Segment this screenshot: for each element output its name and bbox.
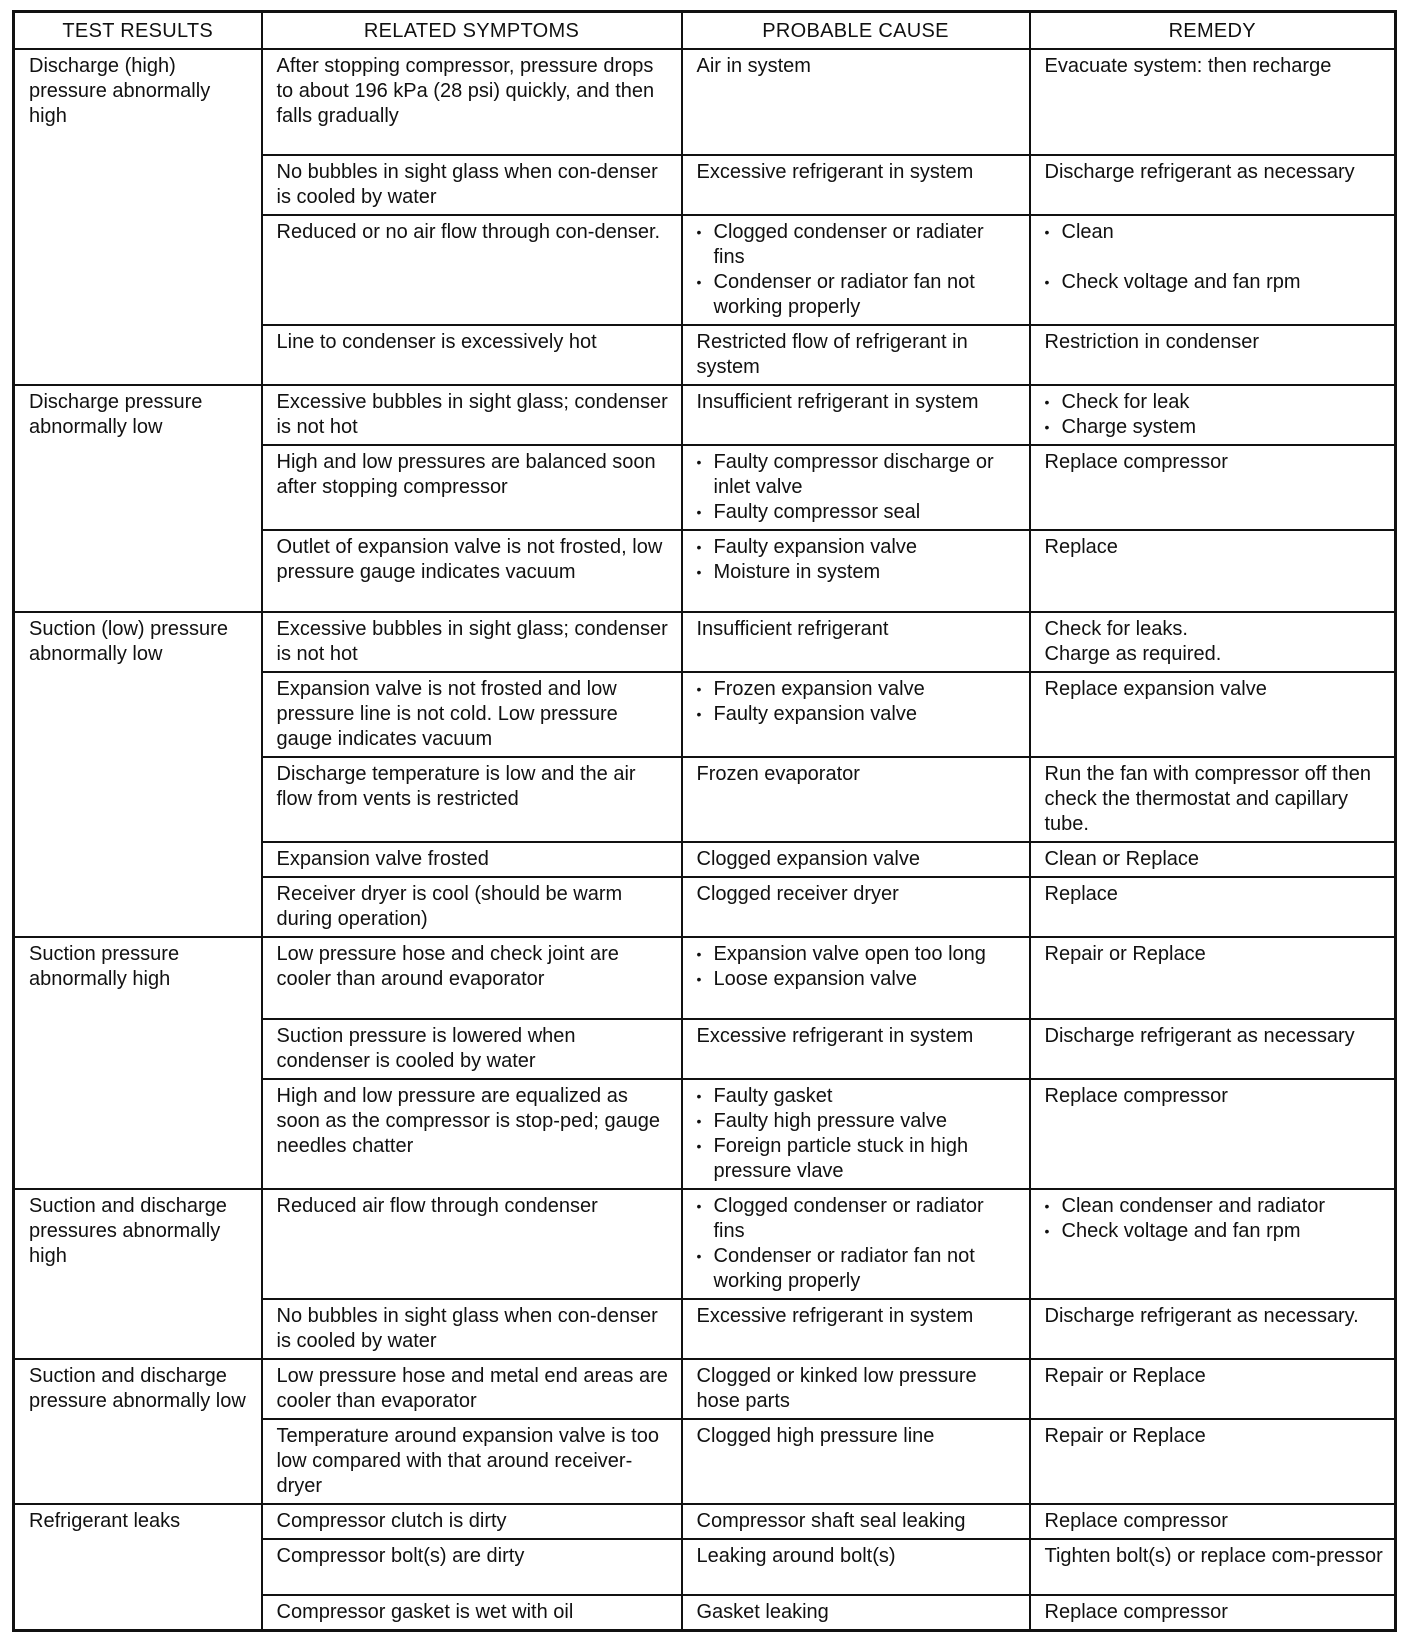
cause-line: Frozen evaporator: [696, 763, 860, 785]
cause-cell: [682, 445, 1030, 530]
cause-list: [697, 220, 1019, 320]
remedy-cell: [1030, 445, 1396, 530]
remedy-line: Discharge refrigerant as necessary: [1044, 1025, 1355, 1047]
symptom-cell: Excessive bubbles in sight glass; condenser is not hot: [262, 612, 682, 672]
symptom-cell: Discharge temperature is low and the air flow from vents is restricted: [262, 757, 682, 842]
cause-item: • Loose expansion valve: [697, 967, 1019, 992]
remedy-line: Replace compressor: [1044, 1510, 1228, 1532]
troubleshooting-table: [12, 10, 1397, 1632]
cause-cell: [682, 937, 1030, 1019]
remedy-cell: [1030, 530, 1396, 612]
cause-list: [697, 535, 1019, 585]
cause-line: Insufficient refrigerant in system: [696, 391, 979, 413]
remedy-cell: [1030, 1539, 1396, 1595]
remedy-line: Replace compressor: [1044, 1601, 1228, 1623]
remedy-line: Replace compressor: [1044, 1085, 1228, 1107]
remedy-cell: [1030, 1299, 1396, 1359]
symptom-cell: No bubbles in sight glass when con-denser is cooled by water: [262, 155, 682, 215]
header-remedy: REMEDY: [1030, 12, 1396, 50]
cause-cell: [682, 49, 1030, 155]
cause-cell: [682, 530, 1030, 612]
remedy-item: • Check voltage and fan rpm: [1045, 270, 1385, 295]
cause-cell: [682, 385, 1030, 445]
symptom-cell: Line to condenser is excessively hot: [262, 325, 682, 385]
table-row: [14, 1359, 1396, 1419]
table-body: [14, 49, 1396, 1631]
cause-line: Air in system: [696, 55, 811, 77]
cause-item: • Faulty high pressure valve: [697, 1109, 1019, 1134]
remedy-item: • Clean: [1045, 220, 1385, 245]
remedy-line: Replace: [1044, 883, 1118, 905]
cause-list: [697, 677, 1019, 727]
remedy-cell: [1030, 1359, 1396, 1419]
cause-list: [697, 1084, 1019, 1184]
remedy-cell: [1030, 1595, 1396, 1631]
remedy-cell: [1030, 215, 1396, 325]
symptom-cell: Low pressure hose and check joint are cooler than around evaporator: [262, 937, 682, 1019]
cause-line: Excessive refrigerant in system: [696, 161, 974, 183]
remedy-line: Restriction in condenser: [1044, 331, 1260, 353]
remedy-line: Repair or Replace: [1044, 1365, 1206, 1387]
cause-cell: [682, 1419, 1030, 1504]
symptom-cell: Outlet of expansion valve is not frosted, low pressure gauge indicates vacuum: [262, 530, 682, 612]
cause-line: Compressor shaft seal leaking: [696, 1510, 966, 1532]
remedy-cell: [1030, 1079, 1396, 1189]
cause-line: Insufficient refrigerant: [696, 618, 889, 640]
cause-item: • Faulty gasket: [697, 1084, 1019, 1109]
symptom-cell: Compressor clutch is dirty: [262, 1504, 682, 1539]
cause-cell: [682, 672, 1030, 757]
remedy-cell: [1030, 155, 1396, 215]
test-result-cell: Suction (low) pressure abnormally low: [14, 612, 262, 937]
remedy-line: Run the fan with compressor off then check the thermostat and capillary tube.: [1044, 763, 1371, 835]
test-result-cell: Suction and discharge pressure abnormally low: [14, 1359, 262, 1504]
cause-line: Leaking around bolt(s): [696, 1545, 896, 1567]
symptom-cell: Temperature around expansion valve is too low compared with that around receiver-dryer: [262, 1419, 682, 1504]
remedy-item: • Charge system: [1045, 415, 1385, 440]
remedy-line: Check for leaks.: [1044, 618, 1188, 640]
symptom-cell: Expansion valve is not frosted and low pressure line is not cold. Low pressure gauge indicates vacuum: [262, 672, 682, 757]
remedy-cell: [1030, 757, 1396, 842]
symptom-cell: Compressor bolt(s) are dirty: [262, 1539, 682, 1595]
cause-cell: [682, 877, 1030, 937]
test-result-cell: Suction and discharge pressures abnormally high: [14, 1189, 262, 1359]
symptom-cell: No bubbles in sight glass when con-denser is cooled by water: [262, 1299, 682, 1359]
remedy-cell: [1030, 385, 1396, 445]
cause-line: Clogged expansion valve: [696, 848, 920, 870]
cause-list: [697, 942, 1019, 992]
cause-cell: [682, 325, 1030, 385]
remedy-item: • Check for leak: [1045, 390, 1385, 415]
remedy-line: Replace expansion valve: [1044, 678, 1267, 700]
remedy-line: Repair or Replace: [1044, 943, 1206, 965]
cause-item: • Faulty compressor seal: [697, 500, 1019, 525]
remedy-line: Discharge refrigerant as necessary.: [1044, 1305, 1359, 1327]
remedy-line: Clean or Replace: [1044, 848, 1200, 870]
cause-line: Gasket leaking: [696, 1601, 829, 1623]
cause-list: [697, 1194, 1019, 1294]
symptom-cell: Reduced air flow through condenser: [262, 1189, 682, 1299]
remedy-cell: [1030, 1504, 1396, 1539]
remedy-line: Repair or Replace: [1044, 1425, 1206, 1447]
test-result-cell: Discharge pressure abnormally low: [14, 385, 262, 612]
cause-item: • Foreign particle stuck in high pressure vlave: [697, 1134, 1019, 1184]
symptom-cell: Compressor gasket is wet with oil: [262, 1595, 682, 1631]
remedy-line: Evacuate system: then recharge: [1044, 55, 1332, 77]
symptom-cell: High and low pressures are balanced soon after stopping compressor: [262, 445, 682, 530]
header-probable-cause: PROBABLE CAUSE: [682, 12, 1030, 50]
cause-line: Excessive refrigerant in system: [696, 1025, 974, 1047]
symptom-cell: High and low pressure are equalized as soon as the compressor is stop-ped; gauge needles chatter: [262, 1079, 682, 1189]
symptom-cell: Receiver dryer is cool (should be warm during operation): [262, 877, 682, 937]
header-test-results: TEST RESULTS: [14, 12, 262, 50]
table-row: [14, 1504, 1396, 1539]
symptom-cell: Reduced or no air flow through con-denser.: [262, 215, 682, 325]
cause-cell: [682, 1299, 1030, 1359]
cause-cell: [682, 842, 1030, 877]
cause-cell: [682, 1079, 1030, 1189]
symptom-cell: Expansion valve frosted: [262, 842, 682, 877]
cause-item: • Clogged condenser or radiator fins: [697, 1194, 1019, 1244]
cause-item: • Clogged condenser or radiater fins: [697, 220, 1019, 270]
cause-item: • Faulty expansion valve: [697, 535, 1019, 560]
remedy-line: Tighten bolt(s) or replace com-pressor: [1044, 1545, 1383, 1567]
remedy-cell: [1030, 877, 1396, 937]
remedy-cell: [1030, 1189, 1396, 1299]
symptom-cell: Suction pressure is lowered when condenser is cooled by water: [262, 1019, 682, 1079]
table-row: [14, 1189, 1396, 1299]
cause-item: • Condenser or radiator fan not working properly: [697, 1244, 1019, 1294]
symptom-cell: Excessive bubbles in sight glass; condenser is not hot: [262, 385, 682, 445]
remedy-cell: [1030, 672, 1396, 757]
cause-cell: [682, 1019, 1030, 1079]
remedy-cell: [1030, 842, 1396, 877]
cause-cell: [682, 612, 1030, 672]
remedy-line: Discharge refrigerant as necessary: [1044, 161, 1355, 183]
cause-item: • Faulty compressor discharge or inlet valve: [697, 450, 1019, 500]
cause-item: • Condenser or radiator fan not working properly: [697, 270, 1019, 320]
cause-line: Restricted flow of refrigerant in system: [696, 331, 968, 378]
remedy-item: • Clean condenser and radiator: [1045, 1194, 1385, 1219]
cause-item: • Frozen expansion valve: [697, 677, 1019, 702]
remedy-list: [1045, 1194, 1385, 1244]
cause-cell: [682, 1359, 1030, 1419]
remedy-cell: [1030, 49, 1396, 155]
remedy-cell: [1030, 1019, 1396, 1079]
remedy-line: Charge as required.: [1044, 643, 1222, 665]
cause-cell: [682, 215, 1030, 325]
cause-list: [697, 450, 1019, 525]
cause-line: Clogged or kinked low pressure hose parts: [696, 1365, 977, 1412]
cause-cell: [682, 155, 1030, 215]
troubleshooting-sheet: [12, 10, 1394, 1632]
test-result-cell: Refrigerant leaks: [14, 1504, 262, 1631]
test-result-cell: Discharge (high) pressure abnormally high: [14, 49, 262, 385]
cause-cell: [682, 1539, 1030, 1595]
cause-cell: [682, 1595, 1030, 1631]
remedy-cell: [1030, 612, 1396, 672]
cause-item: • Faulty expansion valve: [697, 702, 1019, 727]
remedy-cell: [1030, 937, 1396, 1019]
cause-cell: [682, 1189, 1030, 1299]
table-row: [14, 937, 1396, 1019]
table-row: [14, 612, 1396, 672]
cause-line: Clogged high pressure line: [696, 1425, 935, 1447]
symptom-cell: Low pressure hose and metal end areas are cooler than evaporator: [262, 1359, 682, 1419]
remedy-line: Replace: [1044, 536, 1118, 558]
remedy-line: Replace compressor: [1044, 451, 1228, 473]
remedy-list: [1045, 390, 1385, 440]
cause-item: • Moisture in system: [697, 560, 1019, 585]
remedy-cell: [1030, 325, 1396, 385]
remedy-list: [1045, 220, 1385, 295]
remedy-cell: [1030, 1419, 1396, 1504]
cause-line: Excessive refrigerant in system: [696, 1305, 974, 1327]
table-row: [14, 49, 1396, 155]
remedy-item: • Check voltage and fan rpm: [1045, 1219, 1385, 1244]
cause-cell: [682, 1504, 1030, 1539]
cause-line: Clogged receiver dryer: [696, 883, 899, 905]
header-row: [14, 12, 1396, 50]
cause-item: • Expansion valve open too long: [697, 942, 1019, 967]
symptom-cell: After stopping compressor, pressure drops to about 196 kPa (28 psi) quickly, and then falls gradually: [262, 49, 682, 155]
header-related-symptoms: RELATED SYMPTOMS: [262, 12, 682, 50]
table-row: [14, 385, 1396, 445]
cause-cell: [682, 757, 1030, 842]
test-result-cell: Suction pressure abnormally high: [14, 937, 262, 1189]
